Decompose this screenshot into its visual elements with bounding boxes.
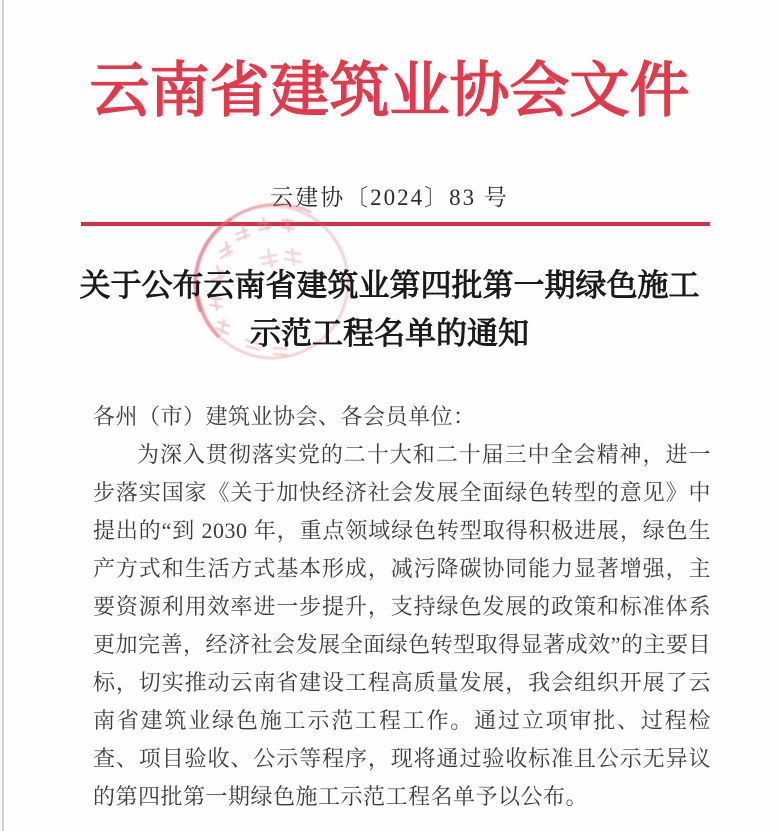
notice-title bbox=[0, 262, 779, 358]
salutation-line: 各州（市）建筑业协会、各会员单位： bbox=[93, 404, 476, 429]
masthead-title: 云南省建筑业协会文件 bbox=[89, 58, 690, 124]
notice-title-line2: 示范工程名单的通知 bbox=[250, 316, 529, 351]
body-paragraph: 为深入贯彻落实党的二十大和二十届三中全会精神，进一步落实国家《关于加快经济社会发展全面绿色转型的意见》中提出的“到 2030 年，重点领域绿色转型取得积极进展，绿色生产方式和生活方式基本形成，减污降碳协同能力显著增强，主要资源利用效率进一步提升，支持绿色发展的政策和标准体系更加完善，经济社会发展全面绿色转型取得显著成效”的主要目标，切实推动云南省建设工程高质量发展，我会组织开展了云南省建筑业绿色施工示范工程工作。通过立项审批、过程检查、项目验收、公示等程序，现将通过验收标准且公示无异议的第四批第一期绿色施工示范工程名单予以公布。 bbox=[93, 442, 711, 809]
document-number: 云建协〔2024〕83 号 bbox=[270, 185, 509, 210]
letter-body bbox=[93, 398, 711, 816]
red-divider-rule bbox=[81, 222, 710, 226]
notice-title-line1: 关于公布云南省建筑业第四批第一期绿色施工 bbox=[79, 268, 700, 303]
